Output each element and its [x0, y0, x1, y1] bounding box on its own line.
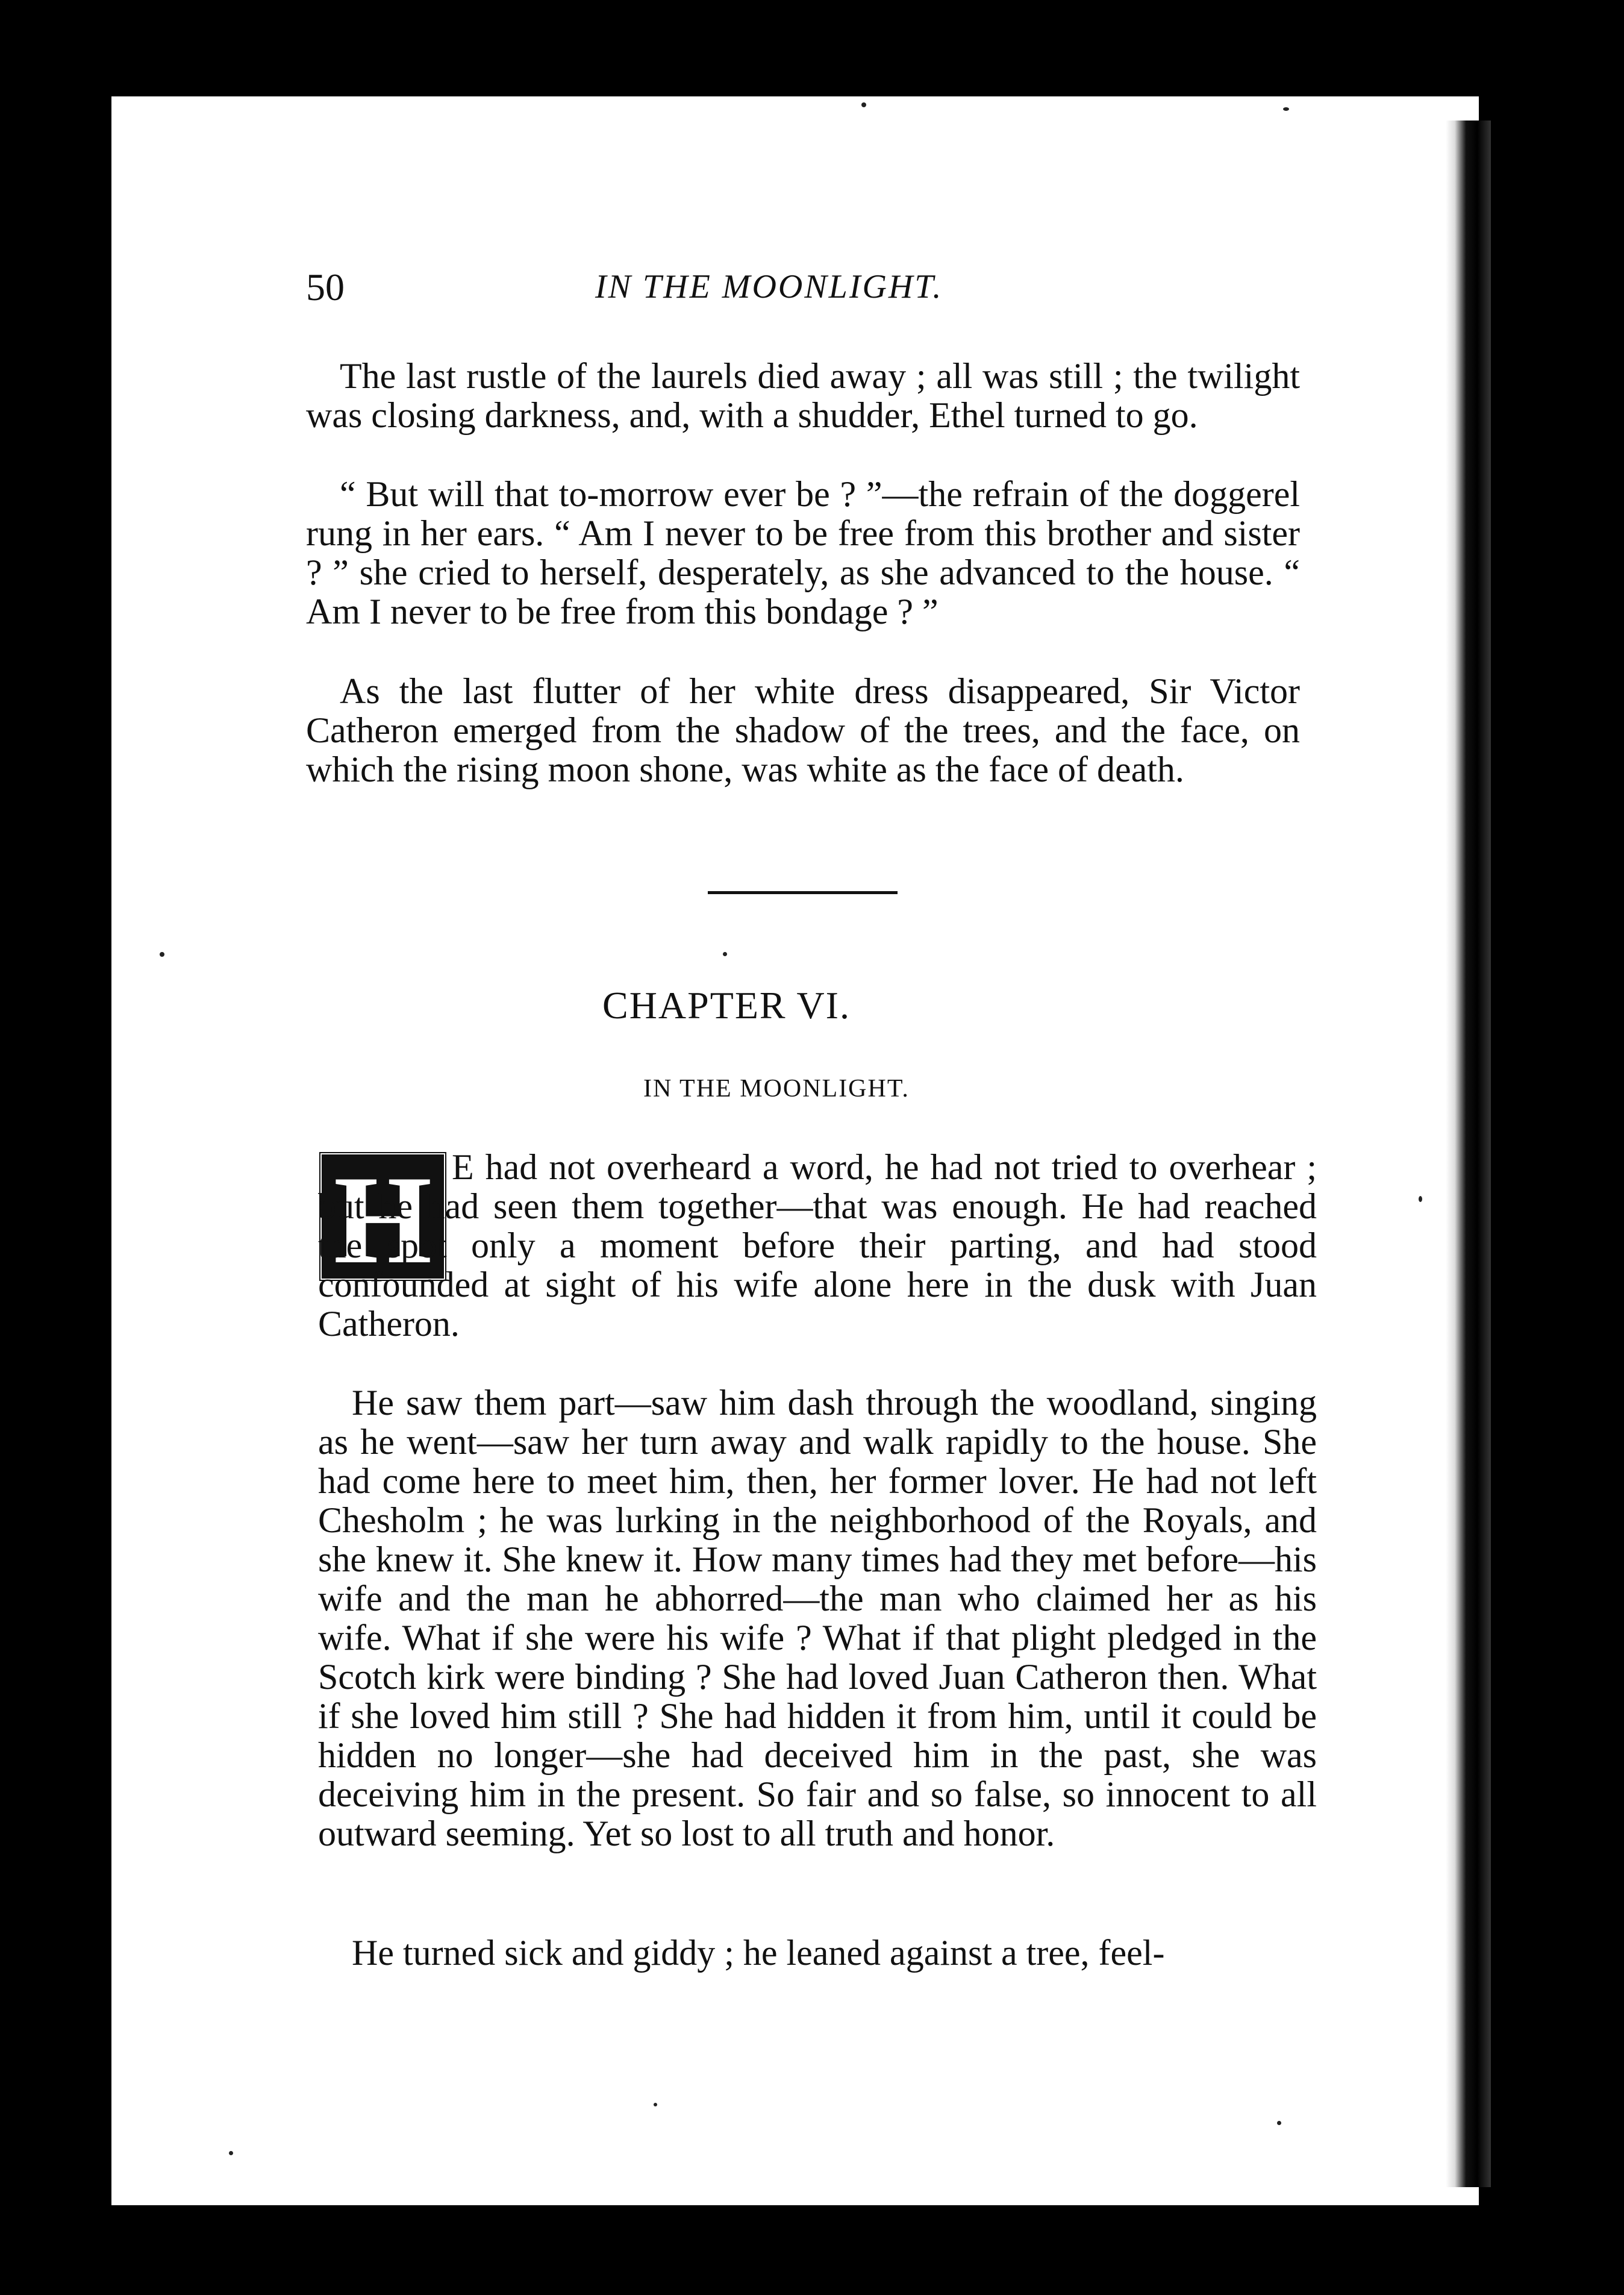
scan-speck: [723, 952, 727, 956]
paragraph-3: As the last flutter of her white dress disappeared, Sir Victor Catheron emerged from the shadow of the trees, and the face, on which the rising moon shone, was white as the face of death.: [306, 671, 1300, 789]
chapter-subtitle: IN THE MOONLIGHT.: [643, 1075, 910, 1103]
paragraph-2: “ But will that to-morrow ever be ? ”—the refrain of the doggerel rung in her ears. “ Am I never to be free from this brother and sister ? ” she cried to herself, desperately, as she advanced to the house. “ Am I never to be free from this bondage ? ”: [306, 474, 1300, 631]
chapter-title: CHAPTER VI.: [602, 984, 851, 1027]
page-number: 50: [306, 266, 345, 308]
scan-speck: [654, 2103, 657, 2106]
scan-speck: [1419, 1196, 1422, 1202]
book-spine-shadow: [1446, 121, 1491, 2187]
scan-speck: [160, 952, 164, 957]
section-divider: [708, 891, 898, 894]
scan-speck: [861, 102, 866, 107]
chapter-paragraph-2: He saw them part—saw him dash through the woodland, singing as he went—saw her turn away and walk rapidly to the house. She had come here to meet him, then, her former lover. He had not left Chesholm ; he was lurking in the neighborhood of the Royals, and she knew it. She knew it. How many times had they met before—his wife and the man he abhorred—the man who claimed her as his wife. What if she were his wife ? What if that plight pledged in the Scotch kirk were binding ? She had loved Juan Catheron then. What if she loved him still ? She had hidden it from him, until it could be hidden no longer—she had deceived him in the past, she was deceiving him in the present. So fair and so false, so innocent to all outward seeming. Yet so lost to all truth and honor.: [318, 1383, 1317, 1853]
scan-speck: [229, 2151, 233, 2155]
running-head: IN THE MOONLIGHT.: [595, 268, 943, 305]
paragraph-1: The last rustle of the laurels died away ; all was still ; the twilight was closing darkness, and, with a shudder, Ethel turned to go.: [306, 356, 1300, 435]
page-header: [306, 265, 1318, 331]
scan-speck: [1283, 107, 1289, 111]
chapter-first-paragraph-text: E had not overheard a word, he had not tried to overhear ; but he had seen them together—that was enough. He had reached the spot only a moment before their parting, and had stood confounded at sight of his wife alone here in the dusk with Juan Catheron.: [318, 1147, 1317, 1344]
scan-speck: [1277, 2121, 1281, 2125]
chapter-first-paragraph: [318, 1148, 1317, 1344]
chapter-paragraph-3: He turned sick and giddy ; he leaned against a tree, feel-: [352, 1933, 1165, 1973]
drop-cap-initial: H: [318, 1151, 448, 1282]
